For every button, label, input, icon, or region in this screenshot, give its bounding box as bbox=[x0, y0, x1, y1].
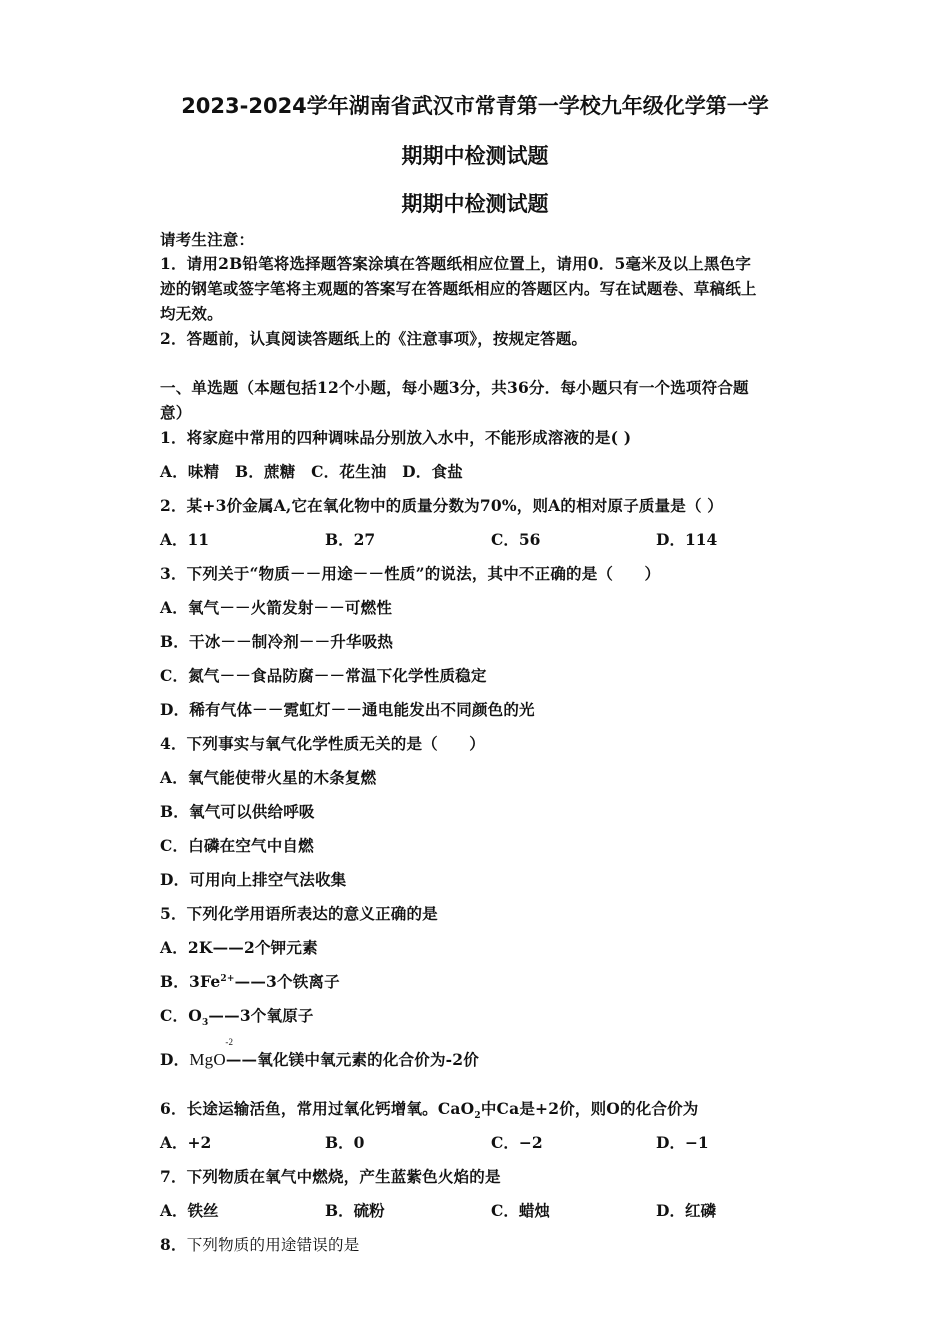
q8-stem-text: 下列物质的用途错误的是 bbox=[186, 1236, 360, 1254]
q5-option-c-subscript: 3 bbox=[201, 1018, 209, 1029]
q5-option-d-label: D． bbox=[160, 1050, 190, 1069]
section-heading: 一、单选题（本题包括12个小题，每小题3分，共36分．每小题只有一个选项符合题 bbox=[160, 378, 749, 397]
document-title-line-3: 期期中检测试题 bbox=[401, 192, 549, 216]
q5-option-c-meaning: ——3个氧原子 bbox=[208, 1006, 314, 1025]
q5-option-d-meaning: ——氧化镁中氧元素的化合价为-2价 bbox=[225, 1050, 479, 1069]
q5-option-b-meaning: ——3个铁离子 bbox=[234, 972, 340, 991]
q6-option-c: C．−2 bbox=[491, 1133, 543, 1152]
q6-stem-end: 中Ca是+2价，则O的化合价为 bbox=[480, 1099, 699, 1118]
q2-option-c: C．56 bbox=[491, 530, 541, 549]
q5-option-d-formula-text: MgO bbox=[189, 1050, 226, 1069]
q6-option-a: A．+2 bbox=[160, 1133, 212, 1152]
q4-option-c: C．白磷在空气中自燃 bbox=[160, 836, 314, 855]
q5-option-d-valence: -2 bbox=[225, 1037, 234, 1047]
q2-stem: 2．某+3价金属A,它在氧化物中的质量分数为70%，则A的相对原子质量是（ ） bbox=[160, 496, 724, 515]
section-heading-cont: 意） bbox=[160, 403, 192, 422]
q1-options: A．味精 B．蔗糖 C．花生油 D．食盐 bbox=[160, 462, 463, 481]
q5-option-c bbox=[160, 1004, 314, 1028]
q3-option-d: D．稀有气体－－霓虹灯－－通电能发出不同颜色的光 bbox=[160, 700, 535, 719]
q1-stem: 1．将家庭中常用的四种调味品分别放入水中，不能形成溶液的是( ) bbox=[160, 428, 632, 447]
q6-option-d: D．−1 bbox=[656, 1133, 709, 1152]
q6-stem bbox=[160, 1097, 699, 1121]
q5-option-d bbox=[160, 1037, 479, 1070]
q7-stem: 7．下列物质在氧气中燃烧，产生蓝紫色火焰的是 bbox=[160, 1167, 501, 1186]
q5-option-c-formula: C．O bbox=[160, 1006, 202, 1025]
notice-item-1-cont: 迹的钢笔或签字笔将主观题的答案写在答题纸相应的答题区内。写在试题卷、草稿纸上 bbox=[160, 279, 757, 298]
notice-item-1: 1．请用2B铅笔将选择题答案涂填在答题纸相应位置上，请用0．5毫米及以上黑色字 bbox=[160, 254, 752, 273]
document-title-line-2: 期期中检测试题 bbox=[401, 144, 549, 168]
q5-option-a: A．2K——2个钾元素 bbox=[160, 938, 318, 957]
q2-option-b: B．27 bbox=[325, 530, 376, 549]
q2-option-d: D．114 bbox=[656, 530, 718, 549]
q4-stem: 4．下列事实与氧气化学性质无关的是（ ） bbox=[160, 734, 485, 753]
q8-stem bbox=[160, 1233, 359, 1255]
q7-option-c: C．蜡烛 bbox=[491, 1201, 550, 1220]
notice-item-1-end: 均无效。 bbox=[160, 304, 223, 323]
q6-stem-subscript: 2 bbox=[474, 1111, 481, 1122]
q5-option-b bbox=[160, 970, 340, 992]
q4-option-d: D．可用向上排空气法收集 bbox=[160, 870, 347, 889]
q4-option-a: A．氧气能使带火星的木条复燃 bbox=[160, 768, 377, 787]
q6-option-b: B．0 bbox=[325, 1133, 365, 1152]
q5-option-b-formula: B．3Fe bbox=[160, 972, 221, 991]
q7-option-d: D．红磷 bbox=[656, 1201, 716, 1220]
q3-stem: 3．下列关于“物质－－用途－－性质”的说法，其中不正确的是（ ） bbox=[160, 564, 661, 583]
q8-number: 8． bbox=[160, 1235, 187, 1254]
notice-heading: 请考生注意： bbox=[160, 230, 255, 249]
notice-item-2: 2．答题前，认真阅读答题纸上的《注意事项》，按规定答题。 bbox=[160, 329, 588, 348]
q7-option-b: B．硫粉 bbox=[325, 1201, 385, 1220]
q3-option-a: A．氧气－－火箭发射－－可燃性 bbox=[160, 598, 393, 617]
q3-option-c: C．氮气－－食品防腐－－常温下化学性质稳定 bbox=[160, 666, 487, 685]
q2-option-a: A．11 bbox=[160, 530, 210, 549]
q7-option-a: A．铁丝 bbox=[160, 1201, 219, 1220]
q4-option-b: B．氧气可以供给呼吸 bbox=[160, 802, 315, 821]
q5-option-b-charge: 2+ bbox=[220, 973, 235, 984]
document-title-line-1: 2023-2024学年湖南省武汉市常青第一学校九年级化学第一学 bbox=[181, 94, 769, 118]
q5-option-d-formula bbox=[189, 1037, 234, 1070]
q3-option-b: B．干冰－－制冷剂－－升华吸热 bbox=[160, 632, 394, 651]
q5-stem: 5．下列化学用语所表达的意义正确的是 bbox=[160, 904, 438, 923]
q6-stem-start: 6．长途运输活鱼，常用过氧化钙增氧。CaO bbox=[160, 1099, 475, 1118]
